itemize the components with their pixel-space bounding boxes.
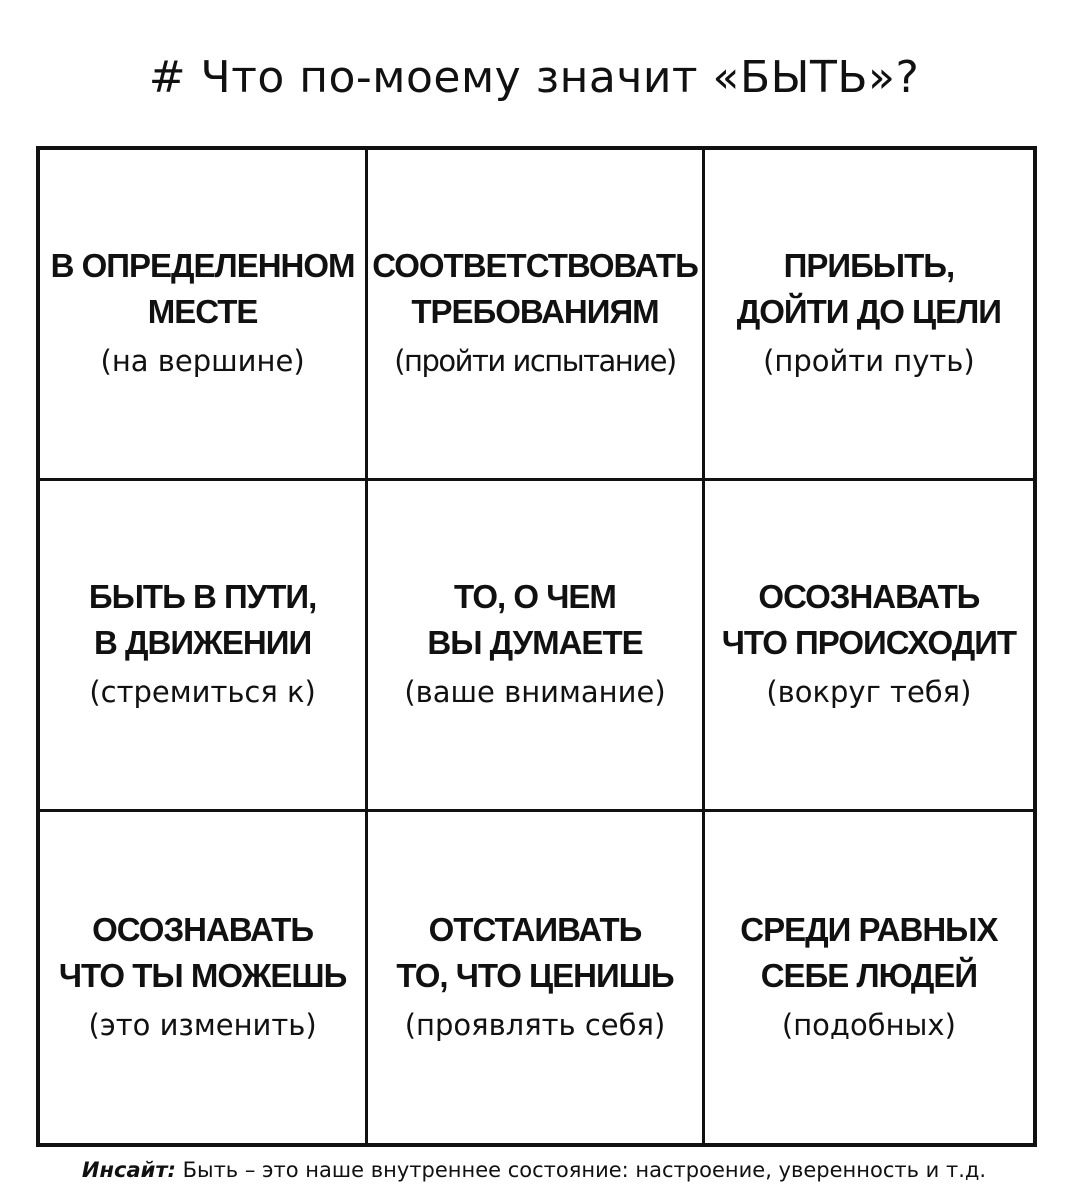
cell-heading-line: ДОЙТИ ДО ЦЕЛИ [736, 293, 1002, 330]
grid-cell [705, 481, 1033, 812]
grid-cell [368, 150, 705, 481]
grid-cell [40, 812, 368, 1143]
cell-subtitle: (ваше внимание) [404, 675, 666, 709]
page-title: # Что по-моему значит «БЫТЬ»? [148, 52, 920, 103]
cell-heading-line: СРЕДИ РАВНЫХ [740, 910, 998, 948]
cell-heading-line: МЕСТЕ [147, 293, 258, 330]
cell-heading-line: ТО, ЧТО ЦЕНИШЬ [396, 956, 674, 994]
cell-subtitle: (подобных) [781, 1007, 956, 1042]
cell-heading-line: ТРЕБОВАНИЯМ [411, 293, 659, 330]
concept-grid [36, 146, 1037, 1147]
grid-cell [705, 150, 1033, 481]
cell-heading-line: В ДВИЖЕНИИ [94, 624, 312, 661]
cell-heading-line: ОСОЗНАВАТЬ [92, 910, 314, 948]
grid-cell [40, 481, 368, 812]
grid-cell [40, 150, 368, 481]
cell-heading-line: ЧТО ПРОИСХОДИТ [721, 624, 1017, 661]
grid-cell [368, 812, 705, 1143]
insight-label: Инсайт: [81, 1158, 176, 1182]
cell-heading-line: ОСОЗНАВАТЬ [758, 578, 980, 615]
cell-subtitle: (вокруг тебя) [766, 675, 972, 709]
cell-heading-line: ТО, О ЧЕМ [454, 578, 616, 615]
cell-heading-line: ЧТО ТЫ МОЖЕШЬ [58, 956, 347, 994]
grid-cell [368, 481, 705, 812]
cell-heading-line: БЫТЬ В ПУТИ, [88, 578, 317, 615]
cell-subtitle: (это изменить) [88, 1007, 317, 1042]
cell-heading-line: В ОПРЕДЕЛЕННОМ [50, 247, 355, 284]
cell-heading-line: СООТВЕТСТВОВАТЬ [372, 247, 698, 284]
cell-subtitle: (пройти испытание) [394, 344, 676, 378]
grid-cell [705, 812, 1033, 1143]
insight-footer [0, 1158, 1068, 1182]
cell-subtitle: (пройти путь) [763, 344, 975, 378]
cell-subtitle: (стремиться к) [89, 675, 316, 709]
cell-subtitle: (проявлять себя) [404, 1007, 666, 1042]
cell-subtitle: (на вершине) [100, 344, 305, 378]
insight-text: Быть – это наше внутреннее состояние: настроение, уверенность и т.д. [175, 1158, 987, 1182]
cell-heading-line: ОТСТАИВАТЬ [428, 910, 642, 948]
cell-heading-line: ВЫ ДУМАЕТЕ [427, 624, 643, 661]
cell-heading-line: СЕБЕ ЛЮДЕЙ [760, 956, 978, 994]
cell-heading-line: ПРИБЫТЬ, [783, 247, 955, 284]
